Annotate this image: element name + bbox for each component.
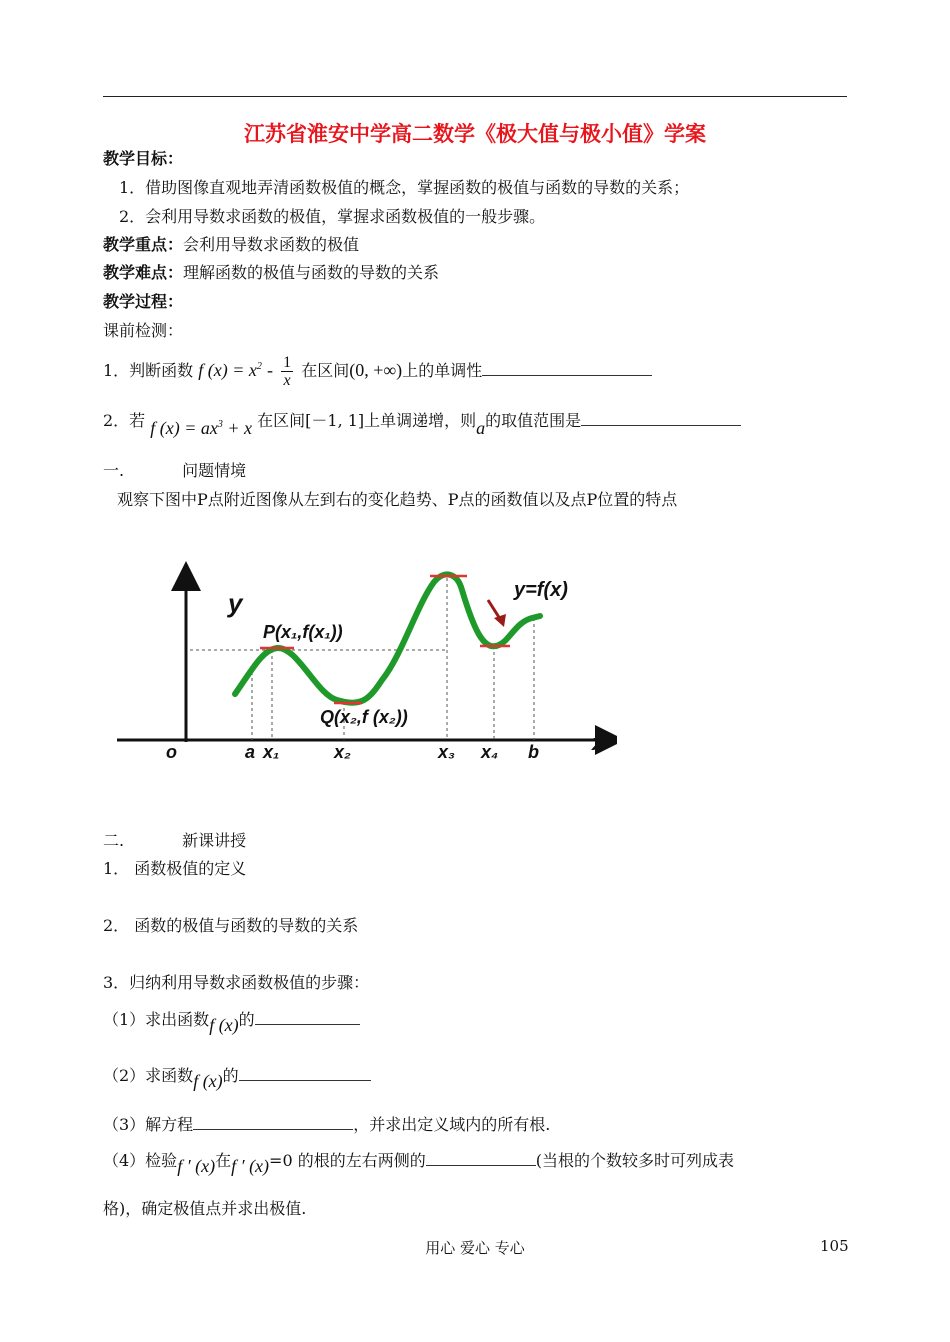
x-axis-label: x: [592, 730, 605, 755]
step-4-continuation: 格)，确定极值点并求出极值.: [103, 1199, 307, 1218]
question-2: 2．若 f $(x) = ax^3 + x$ 在区间[－1, 1]上单调递增，则a的取值范围是: [103, 402, 741, 436]
answer-blank-step-2[interactable]: [239, 1065, 371, 1081]
pretest-heading: 课前检测：: [103, 321, 184, 340]
q2-function: f $(x) = ax^3 + x$: [150, 418, 253, 438]
q1-interval: (0, +∞): [349, 360, 403, 380]
step-1: （1）求出函数f (x)的: [103, 1003, 360, 1036]
item-2: 2． 函数的极值与函数的导数的关系: [103, 916, 359, 935]
point-q-label: Q(x₂,f (x₂)): [320, 707, 408, 727]
answer-blank-q2[interactable]: [581, 410, 741, 426]
tick-x2: x₂: [334, 742, 351, 762]
step-4: （4）检验f ′ (x)在f ′ (x)=0 的根的左右两侧的 (当根的个数较多时可列成表: [103, 1151, 734, 1176]
question-1: 1．判断函数 f $(x) = x^2$ - $\frac{1}{x}$ 在区间(0, +∞)上的单调性: [103, 347, 652, 391]
q1-fraction: $\frac{1}{x}$: [283, 354, 292, 389]
answer-blank-step-1[interactable]: [255, 1009, 360, 1025]
difficulty: [103, 262, 439, 284]
y-axis-label: y: [228, 588, 243, 618]
item-1: 1． 函数极值的定义: [103, 859, 247, 878]
answer-blank-step-3[interactable]: [193, 1114, 353, 1130]
point-p-label: P(x₁,f(x₁)): [263, 622, 343, 642]
footer-motto: 用心 爱心 专心: [425, 1239, 525, 1257]
extremum-figure: [112, 560, 617, 775]
goal-2: 2．会利用导数求函数的极值，掌握求函数极值的一般步骤。: [119, 207, 546, 226]
answer-blank-q1[interactable]: [482, 360, 652, 376]
arrow-head: [494, 614, 506, 627]
tick-x3: x₃: [438, 742, 456, 762]
section-2-heading: 二. 新课讲授: [103, 831, 247, 850]
difficulty-text: 理解函数的极值与函数的导数的关系: [183, 263, 440, 282]
tick-x1: x₁: [263, 742, 280, 762]
key-point: [103, 234, 359, 256]
observe-instruction: 观察下图中P点附近图像从左到右的变化趋势、P点的函数值以及点P位置的特点: [117, 490, 678, 509]
header-rule: [103, 96, 847, 97]
curve-label: y=f(x): [514, 579, 568, 601]
key-point-label: 教学重点：: [103, 235, 184, 254]
tick-origin: o: [166, 742, 177, 762]
q1-function: f $(x) = x^2$: [198, 360, 262, 380]
document-title: 江苏省淮安中学高二数学《极大值与极小值》学案: [244, 122, 706, 146]
answer-blank-step-4[interactable]: [426, 1150, 536, 1166]
process-heading: 教学过程：: [103, 292, 184, 311]
goal-1: 1．借助图像直观地弄清函数极值的概念，掌握函数的极值与函数的导数的关系；: [119, 178, 690, 197]
tick-a: a: [245, 742, 256, 762]
step-3: （3）解方程 ，并求出定义域内的所有根.: [103, 1115, 551, 1134]
tick-x4: x₄: [481, 742, 499, 762]
q2-variable: a: [476, 418, 486, 438]
step-2: （2）求函数f (x)的: [103, 1059, 371, 1092]
item-3: 3．归纳利用导数求函数极值的步骤：: [103, 973, 370, 992]
page-number: 105: [820, 1237, 849, 1255]
key-point-text: 会利用导数求函数的极值: [183, 235, 360, 254]
tick-b: b: [528, 742, 539, 762]
goals-heading: 教学目标：: [103, 149, 184, 168]
section-1-heading: 一. 问题情境: [103, 461, 247, 480]
difficulty-label: 教学难点：: [103, 263, 184, 282]
